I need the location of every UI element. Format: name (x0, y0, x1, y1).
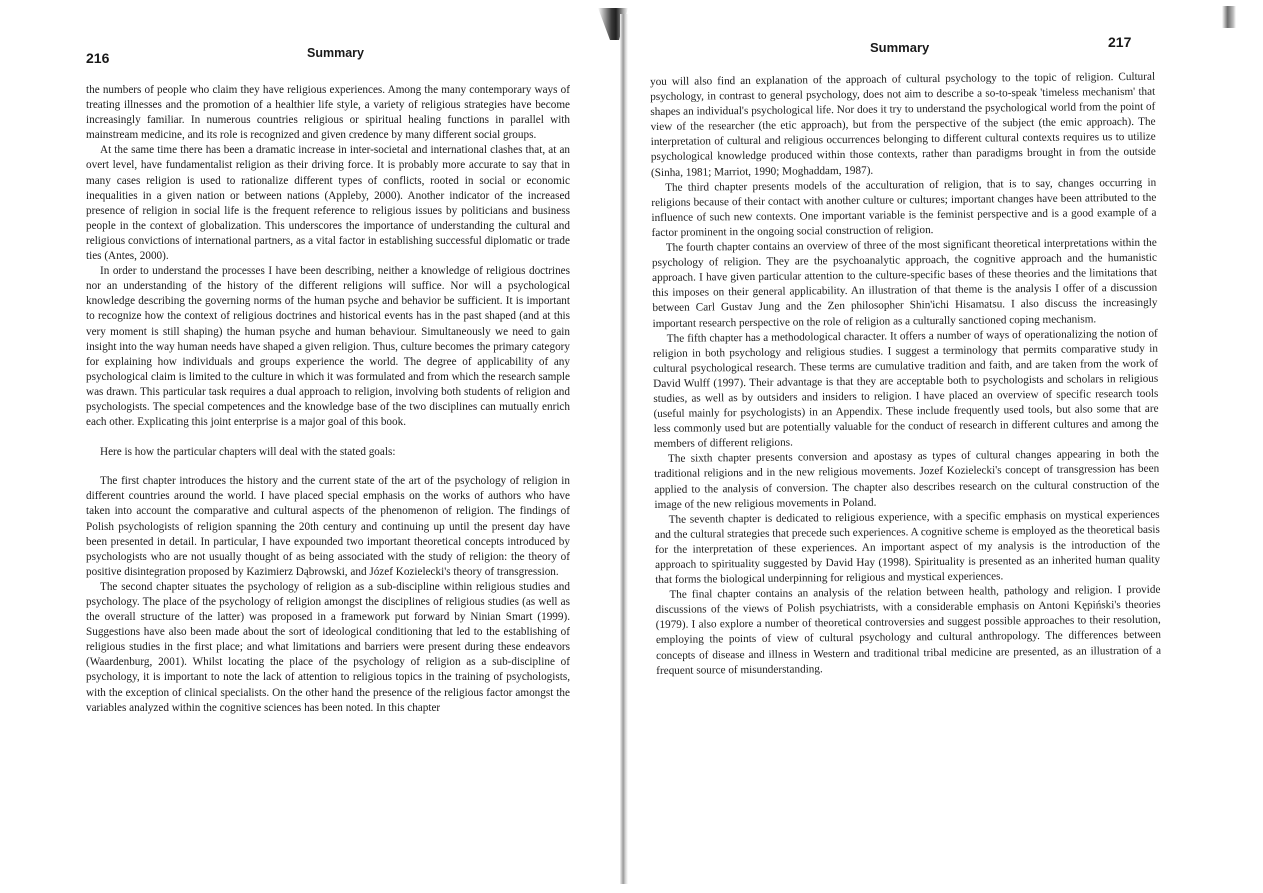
page-edge-shadow (1222, 6, 1236, 28)
paragraph: The first chapter introduces the history and the current state of the art of the psychology of religion in different countries around the world. I have placed special emphasis on the works of authors who have taken into account the comparative and cultural aspects of the phenomenon of religion. The findings of Polish psychologists of religion spanning the 20th century and continuing up until the present day have been presented in detail. In particular, I have expounded two important theoretical concepts introduced by psychologists who are not usually thought of as being associated with the study of religion: the theory of positive disintegration proposed by Kazimierz Dąbrowski, and Józef Kozielecki's theory of transgression. (86, 475, 570, 578)
body-text (650, 70, 1161, 679)
body-text (86, 83, 570, 716)
paragraph: The sixth chapter presents conversion and apostasy as types of cultural changes appearing in both the traditional religions and in the new religious movements. Jozef Kozielecki's concept of transgression has been applied to the analysis of conversion. The chapter also describes research on the cultural construction of the image of the new religious movements in Poland. (654, 448, 1160, 511)
page-number: 217 (1108, 34, 1132, 50)
paragraph: The final chapter contains an analysis of the relation between health, pathology and religion. I provide discussions of the views of Polish psychiatrists, with a considerable emphasis on Antoni Kępiński's theories (1979). I also explore a number of theoretical controversies and suggest possible approaches to their resolution, employing the points of view of cultural psychology and cultural anthropology. The differences between concepts of disease and illness in Western and traditional tribal medicine are presented, as an illustration of a frequent source of misunderstanding. (655, 583, 1162, 677)
paragraph: The fifth chapter has a methodological character. It offers a number of ways of operationalizing the notion of religion in both psychology and religious studies. I suggest a terminology that permits comparative study in cultural psychological research. These terms are cumulative tradition and faith, and are taken from the work of David Wulff (1997). Their advantage is that they are acceptable both to psychologists and scholars in religious studies, as well as by outsiders and insiders to religion. I have placed an overview of specific research tools (useful mainly for psychologists) in an Appendix. These include frequently used tools, but also some that are less commonly used but are potentially valuable for the conduct of research in different cultures and among the members of different religions. (652, 327, 1159, 451)
book-gutter (600, 0, 636, 893)
running-head: Summary (307, 46, 364, 60)
gutter-fold-shadow (620, 14, 628, 884)
paragraph: The seventh chapter is dedicated to religious experience, with a specific emphasis on mystical experiences and the cultural strategies that precede such experiences. A cognitive scheme is employed as the theoretical basis for the interpretation of these experiences. An important aspect of my analysis is the introduction of the approach to spirituality suggested by David Hay (1998). Spirituality is presented as an inherited human quality that forms the biological underpinning for religious and mystical experiences. (654, 508, 1161, 587)
paragraph: the numbers of people who claim they have religious experiences. Among the many contemporary ways of treating illnesses and the promotion of a healthier life style, a variety of religious strategies have become increasingly familiar. In numerous countries religious or spiritual healing functions in parallel with mainstream medicine, and its role is recognized and given credence by many different social groups. (86, 84, 570, 142)
paragraph: The fourth chapter contains an overview of three of the most significant theoretical interpretations within the psychology of religion. They are the psychoanalytic approach, the cognitive approach and the humanistic approach. I have given particular attention to the culture-specific bases of these theories and the limitations that this imposes on their general applicability. An illustration of that theme is the analysis I offer of a discussion between Carl Gustav Jung and the Zen philosopher Shin'ichi Hisamatsu. I also discuss the increasingly important research perspective on the role of religion as a culturally sanctioned coping mechanism. (651, 236, 1158, 330)
right-page (636, 0, 1263, 893)
left-page (0, 0, 620, 893)
paragraph: At the same time there has been a dramatic increase in inter-societal and international clashes that, at an overt level, have fundamentalist religion as their driving force. It is probably more accurate to say that in many cases religion is used to rationalize different types of conflicts, rooted in social or economic inequalities in a given nation or between nations (Appleby, 2000). Another indicator of the increased presence of religion in social life is the frequent reference to religious issues by politicians and business people in the context of globalization. This underscores the importance of understanding the cultural and religious convictions of international partners, as a vital factor in establishing successful diplomatic or trade ties (Antes, 2000). (86, 144, 570, 263)
paragraph: you will also find an explanation of the approach of cultural psychology to the topic of religion. Cultural psychology, in contrast to general psychology, does not aim to describe a so-to-speak 'timeless mechanism' that shapes an individual's psychological life. Nor does it try to understand the psychological world from the point of view of the researcher (the etic approach), but from the perspective of the subject (the emic approach). The interpretation of cultural and religious occurrences belonging to different cultural contexts requires us to utilize psychological knowledge produced within those contexts, rather than paradigms brought in from the outside (Sinha, 1981; Marriot, 1990; Moghaddam, 1987). (650, 70, 1156, 179)
paragraph: Here is how the particular chapters will deal with the stated goals: (100, 446, 396, 459)
paragraph: The third chapter presents models of the acculturation of religion, that is to say, changes occurring in religions because of their contact with another culture or cultures; important changes have been attributed to the influence of such new contexts. One important variable is the feminist perspective and is a good example of a factor prominent in the ongoing social construction of religion. (651, 176, 1157, 239)
paragraph: In order to understand the processes I have been describing, neither a knowledge of religious doctrines nor an understanding of the history of the different religions will suffice. Nor will a psychological knowledge describing the governing norms of the human psyche and behavior be sufficient. It is important to recognize how the context of religious doctrines and historical events has in the past shaped (and at this very moment is still shaping) the human psyche and human behaviour. Simultaneously we need to gain insight into the way human needs have shaped a given religion. Thus, culture becomes the primary category for explaining how individuals and groups experience the world. The degree of applicability of any psychological claim is limited to the culture in which it was formulated and from which the research sample was drawn. This particular task requires a dual approach to religion, involving both students of religion and psychologists. The special competences and the knowledge base of the two disciplines can mutually enrich each other. Explicating this joint enterprise is a major goal of this book. (86, 265, 570, 429)
paragraph: The second chapter situates the psychology of religion as a sub-discipline within religious studies and psychology. The place of the psychology of religion amongst the disciplines of religious studies (as well as the overall structure of the latter) was proposed in a framework put forward by Ninian Smart (1999). Suggestions have also been made about the sort of ideological conditioning that led to the establishing of religious studies in the first place; and what limitations and barriers were present during these endeavors (Waardenburg, 2001). Whilst locating the place of the psychology of religion as a sub-discipline of psychology, it is important to note the lack of attention to religious topics in the training of psychologists, with the exception of clinical specialists. On the other hand the presence of the religious factor amongst the variables analyzed within the cognitive sciences has been noted. In this chapter (86, 580, 570, 714)
page-number: 216 (86, 50, 110, 66)
running-head: Summary (870, 40, 930, 55)
